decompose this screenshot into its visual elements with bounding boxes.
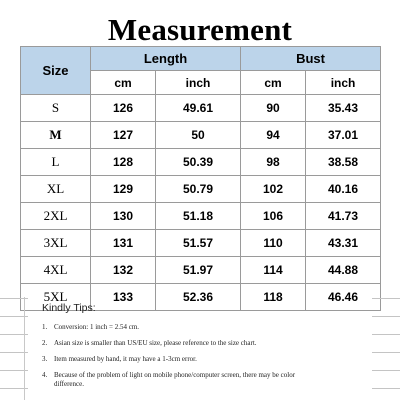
unit-bust-cm: cm (241, 71, 306, 95)
table-row (21, 122, 381, 149)
size-cell: XL (21, 176, 91, 203)
length-cm-cell: 132 (91, 257, 156, 284)
table-row (21, 203, 381, 230)
length-inch-cell: 52.36 (156, 284, 241, 311)
table-header-row (21, 47, 381, 71)
bust-inch-cell: 41.73 (306, 203, 381, 230)
bust-inch-cell: 38.58 (306, 149, 381, 176)
table-row (21, 95, 381, 122)
bust-cm-cell: 98 (241, 149, 306, 176)
size-cell: 3XL (21, 230, 91, 257)
length-cm-cell: 127 (91, 122, 156, 149)
header-size: Size (21, 47, 91, 95)
bust-cm-cell: 118 (241, 284, 306, 311)
bust-inch-cell: 46.46 (306, 284, 381, 311)
length-cm-cell: 130 (91, 203, 156, 230)
list-item (42, 355, 322, 364)
bust-inch-cell: 37.01 (306, 122, 381, 149)
table-row (21, 176, 381, 203)
bust-cm-cell: 94 (241, 122, 306, 149)
length-cm-cell: 126 (91, 95, 156, 122)
length-cm-cell: 131 (91, 230, 156, 257)
tips-heading: Kindly Tips: (42, 302, 96, 314)
length-cm-cell: 133 (91, 284, 156, 311)
bust-inch-cell: 43.31 (306, 230, 381, 257)
bust-cm-cell: 110 (241, 230, 306, 257)
unit-length-cm: cm (91, 71, 156, 95)
unit-bust-inch: inch (306, 71, 381, 95)
tip-number: 4. (42, 371, 48, 379)
bust-cm-cell: 114 (241, 257, 306, 284)
bust-inch-cell: 40.16 (306, 176, 381, 203)
length-inch-cell: 49.61 (156, 95, 241, 122)
size-cell: M (21, 122, 91, 149)
length-cm-cell: 129 (91, 176, 156, 203)
list-item (42, 339, 322, 348)
length-inch-cell: 51.97 (156, 257, 241, 284)
size-table (20, 46, 381, 311)
size-cell: 4XL (21, 257, 91, 284)
tip-text: Item measured by hand, it may have a 1-3cm error. (54, 355, 197, 363)
length-inch-cell: 50.39 (156, 149, 241, 176)
bust-cm-cell: 90 (241, 95, 306, 122)
chart-title: Measurement (107, 12, 293, 47)
table-row (21, 230, 381, 257)
header-length: Length (91, 47, 241, 71)
size-cell: 5XL (21, 284, 91, 311)
header-bust: Bust (241, 47, 381, 71)
length-cm-cell: 128 (91, 149, 156, 176)
bust-inch-cell: 35.43 (306, 95, 381, 122)
length-inch-cell: 51.18 (156, 203, 241, 230)
tip-number: 1. (42, 323, 48, 331)
size-cell: L (21, 149, 91, 176)
tip-number: 3. (42, 355, 48, 363)
bust-cm-cell: 102 (241, 176, 306, 203)
length-inch-cell: 51.57 (156, 230, 241, 257)
tip-number: 2. (42, 339, 48, 347)
tip-text: Because of the problem of light on mobile phone/computer screen, there may be color difference. (54, 371, 296, 388)
unit-length-inch: inch (156, 71, 241, 95)
length-inch-cell: 50.79 (156, 176, 241, 203)
table-row (21, 149, 381, 176)
tip-text: Asian size is smaller than US/EU size, please reference to the size chart. (54, 339, 257, 347)
tips-list (42, 323, 322, 396)
bust-inch-cell: 44.88 (306, 257, 381, 284)
size-cell: 2XL (21, 203, 91, 230)
list-item (42, 323, 322, 332)
size-cell: S (21, 95, 91, 122)
length-inch-cell: 50 (156, 122, 241, 149)
table-row (21, 257, 381, 284)
list-item (42, 371, 322, 389)
tip-text: Conversion: 1 inch = 2.54 cm. (54, 323, 140, 331)
bust-cm-cell: 106 (241, 203, 306, 230)
